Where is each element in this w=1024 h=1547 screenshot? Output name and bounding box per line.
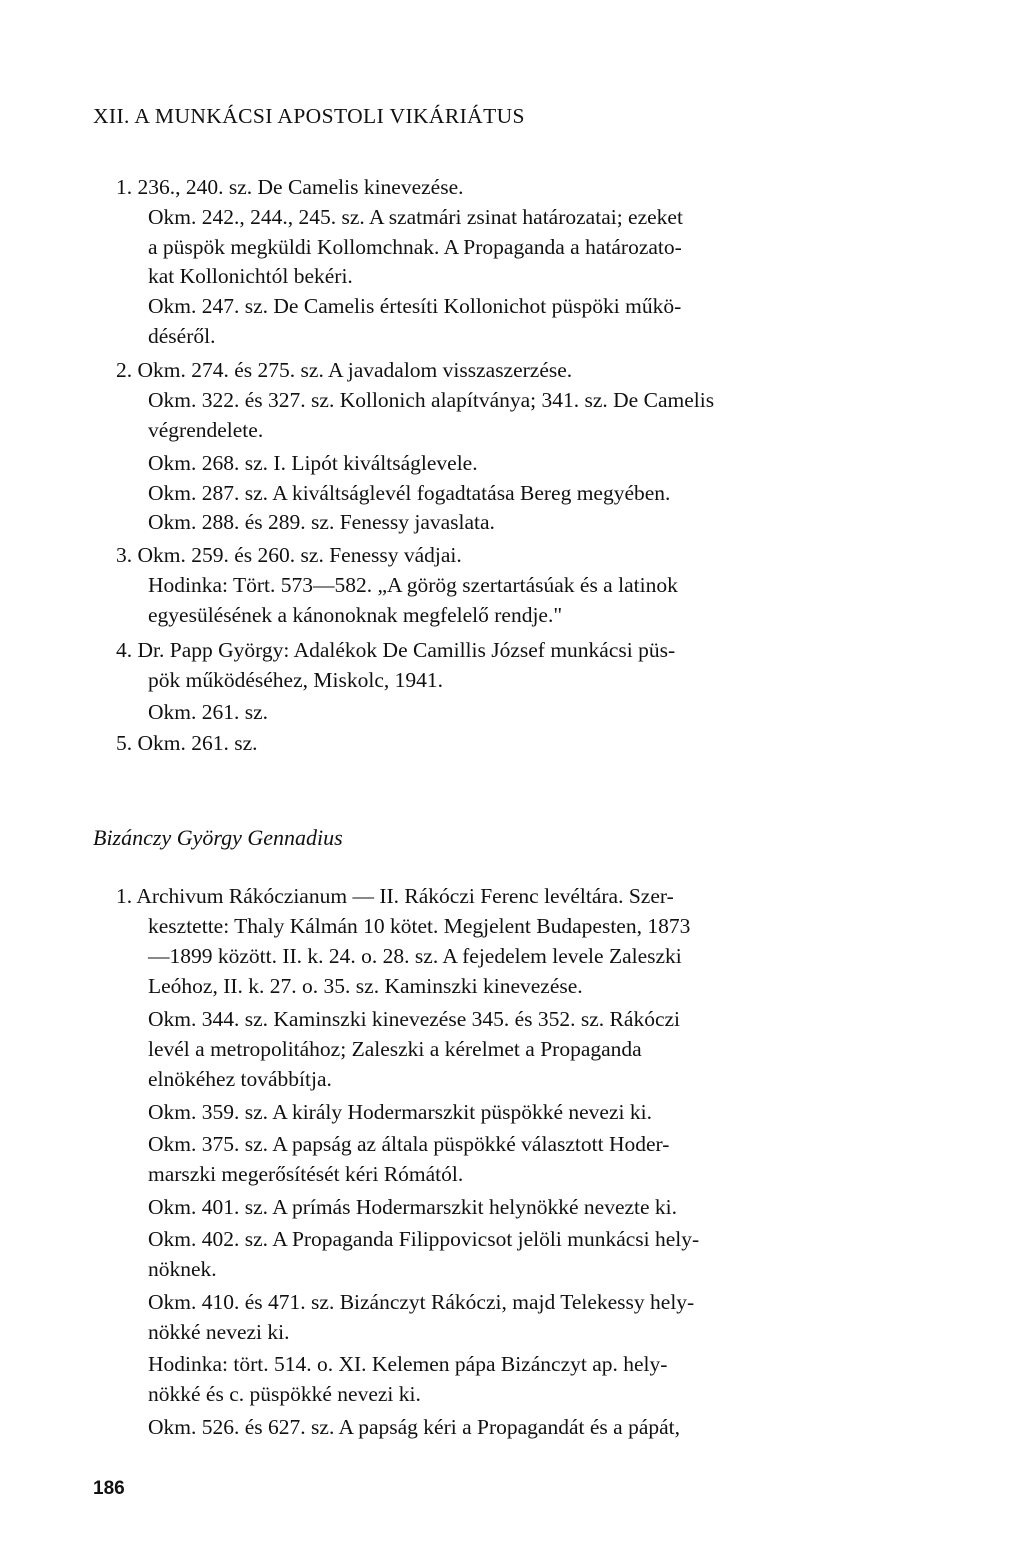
text-line: 5. Okm. 261. sz. (116, 731, 258, 755)
text-line: 2. Okm. 274. és 275. sz. A javadalom visszaszerzése. (116, 358, 573, 382)
text-line: kat Kollonichtól bekéri. (148, 264, 353, 288)
text-line: levél a metropolitához; Zaleszki a kérelmet a Propaganda (148, 1037, 642, 1061)
text-line: nökké nevezi ki. (148, 1320, 290, 1344)
text-line: Okm. 268. sz. I. Lipót kiváltságlevele. (148, 451, 478, 475)
text-line: Okm. 375. sz. A papság az általa püspökké választott Hoder- (148, 1132, 670, 1156)
text-line: Okm. 359. sz. A király Hodermarszkit püspökké nevezi ki. (148, 1100, 652, 1124)
text-line: végrendelete. (148, 418, 264, 442)
text-line: Okm. 287. sz. A kiváltságlevél fogadtatása Bereg megyében. (148, 481, 671, 505)
text-line: 1. 236., 240. sz. De Camelis kinevezése. (116, 175, 464, 199)
text-line: Okm. 526. és 627. sz. A papság kéri a Propagandát és a pápát, (148, 1415, 680, 1439)
text-line: 3. Okm. 259. és 260. sz. Fenessy vádjai. (116, 543, 462, 567)
text-line: —1899 között. II. k. 24. o. 28. sz. A fejedelem levele Zaleszki (148, 944, 682, 968)
text-line: nöknek. (148, 1257, 217, 1281)
text-line: Hodinka: Tört. 573—582. „A görög szertartásúak és a latinok (148, 573, 678, 597)
text-line: Okm. 242., 244., 245. sz. A szatmári zsinat határozatai; ezeket (148, 205, 683, 229)
text-line: nökké és c. püspökké nevezi ki. (148, 1382, 421, 1406)
text-line: Okm. 261. sz. (148, 700, 269, 724)
text-line: déséről. (148, 324, 216, 348)
text-line: egyesülésének a kánonoknak megfelelő rendje." (148, 603, 563, 627)
page-heading: XII. A MUNKÁCSI APOSTOLI VIKÁRIÁTUS (93, 104, 525, 128)
text-line: 1. Archivum Rákóczianum — II. Rákóczi Ferenc levéltára. Szer- (116, 884, 674, 908)
text-line: Okm. 401. sz. A prímás Hodermarszkit helynökké nevezte ki. (148, 1195, 678, 1219)
section-subheading: Bizánczy György Gennadius (93, 825, 343, 850)
text-line: Okm. 288. és 289. sz. Fenessy javaslata. (148, 510, 495, 534)
text-line: Okm. 402. sz. A Propaganda Filippovicsot jelöli munkácsi hely- (148, 1227, 700, 1251)
text-line: Okm. 247. sz. De Camelis értesíti Kollonichot püspöki műkö- (148, 294, 682, 318)
text-line: Leóhoz, II. k. 27. o. 35. sz. Kaminszki kinevezése. (148, 974, 583, 998)
text-line: pök működéséhez, Miskolc, 1941. (148, 668, 443, 692)
text-line: Okm. 410. és 471. sz. Bizánczyt Rákóczi, majd Telekessy hely- (148, 1290, 695, 1314)
text-line: Hodinka: tört. 514. o. XI. Kelemen pápa Bizánczyt ap. hely- (148, 1352, 668, 1376)
text-line: Okm. 322. és 327. sz. Kollonich alapítványa; 341. sz. De Camelis (148, 388, 715, 412)
text-line: Okm. 344. sz. Kaminszki kinevezése 345. és 352. sz. Rákóczi (148, 1007, 680, 1031)
text-line: 4. Dr. Papp György: Adalékok De Camillis József munkácsi püs- (116, 638, 676, 662)
text-line: a püspök megküldi Kollomchnak. A Propaganda a határozato- (148, 235, 682, 259)
text-line: elnökéhez továbbítja. (148, 1067, 332, 1091)
text-line: kesztette: Thaly Kálmán 10 kötet. Megjelent Budapesten, 1873 (148, 914, 691, 938)
page-number: 186 (93, 1478, 125, 1499)
text-line: marszki megerősítését kéri Rómától. (148, 1162, 464, 1186)
